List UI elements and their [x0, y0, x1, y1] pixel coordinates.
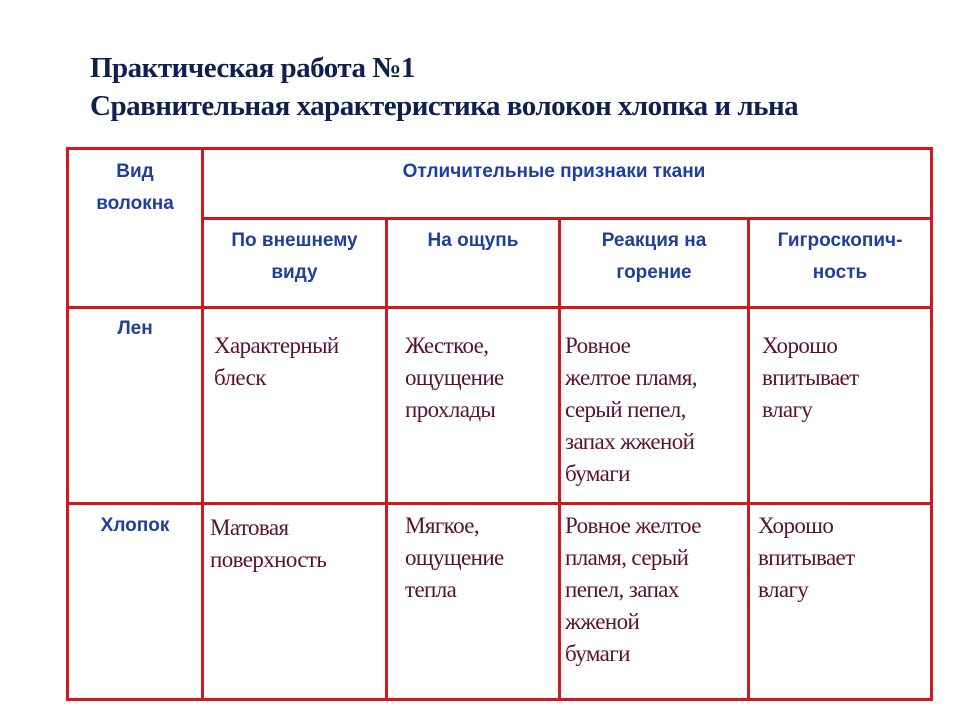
- table-border-bottom: [66, 698, 933, 701]
- page-subtitle: Сравнительная характеристика волокон хлопка и льна: [90, 90, 799, 122]
- table-cell: Хорошо впитывает влагу: [762, 333, 859, 422]
- table-divider: [66, 306, 933, 309]
- table-cell: Мягкое, ощущение тепла: [405, 513, 504, 602]
- header-appearance: По внешнему виду: [231, 230, 358, 283]
- table-border-left: [66, 147, 69, 701]
- table-divider: [747, 217, 750, 701]
- table-divider: [385, 217, 388, 701]
- table-cell: Ровное желтое пламя, серый пепел, запах жженой бумаги: [565, 333, 697, 486]
- table-border-top: [66, 147, 933, 150]
- table-divider: [66, 502, 933, 505]
- table-cell: Жесткое, ощущение прохлады: [405, 333, 504, 422]
- header-group: Отличительные признаки ткани: [402, 161, 706, 182]
- header-touch: На ощупь: [427, 230, 519, 251]
- table-divider: [558, 217, 561, 701]
- table-cell: Хорошо впитывает влагу: [758, 513, 855, 602]
- header-hygroscopicity: Гигроскопич- ность: [777, 230, 903, 283]
- row-name-cotton: Хлопок: [100, 515, 170, 536]
- table-cell: Ровное желтое пламя, серый пепел, запах жженой бумаги: [565, 513, 701, 666]
- table-cell: Матовая поверхность: [210, 515, 327, 572]
- header-fiber-type: Вид волокна: [96, 161, 174, 214]
- row-name-flax: Лен: [117, 318, 153, 339]
- header-burning: Реакция на горение: [601, 230, 707, 283]
- table-divider: [201, 217, 933, 220]
- page-title: Практическая работа №1: [90, 52, 415, 84]
- table-border-right: [930, 147, 933, 701]
- table-cell: Характерный блеск: [214, 333, 339, 390]
